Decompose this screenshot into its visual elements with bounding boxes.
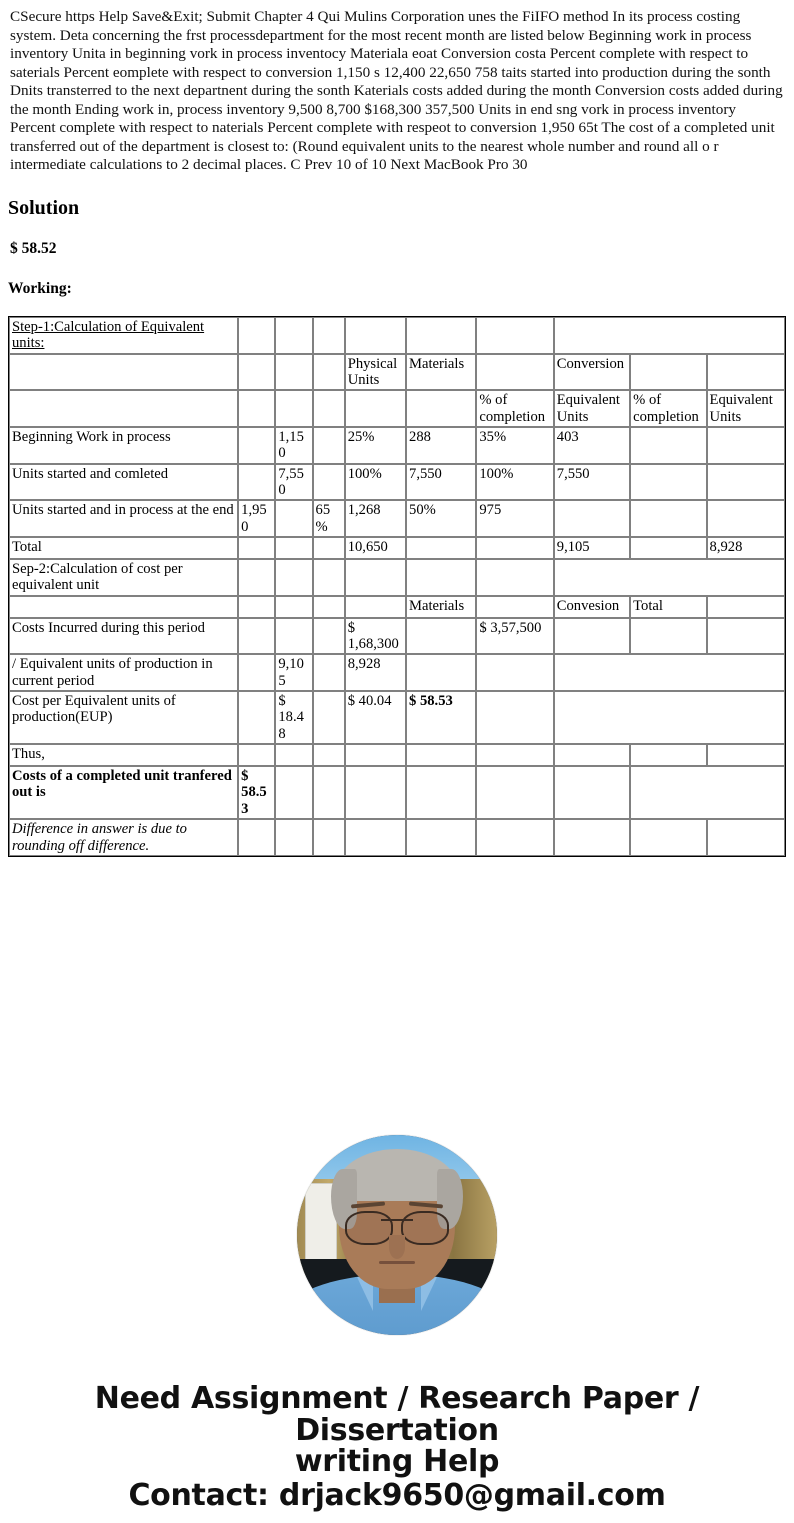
cell-blank	[630, 819, 706, 856]
cell-blank	[313, 766, 345, 819]
table-row	[9, 427, 785, 464]
table-row	[9, 819, 785, 856]
cell-started-completed-conv-pct: 100%	[476, 464, 553, 501]
cell-blank	[554, 766, 630, 819]
cell-blank	[630, 464, 706, 501]
cell-blank	[9, 390, 238, 427]
col-header-materials: Materials	[406, 354, 476, 391]
cell-blank	[313, 559, 345, 596]
cell-blank	[630, 766, 785, 819]
cell-blank	[707, 427, 785, 464]
cell-blank	[345, 390, 406, 427]
cell-blank	[476, 691, 553, 744]
cell-started-completed-conv-eu: 7,550	[554, 464, 630, 501]
cell-blank	[554, 819, 630, 856]
cell-blank	[476, 766, 553, 819]
cell-blank	[275, 390, 312, 427]
cell-blank	[9, 354, 238, 391]
cell-blank	[313, 691, 345, 744]
profile-photo-block	[0, 1135, 794, 1335]
cell-blank	[476, 354, 553, 391]
cell-blank	[345, 317, 406, 354]
working-label: Working:	[8, 279, 72, 297]
cell-blank	[476, 654, 553, 691]
col-header-conversion: Conversion	[554, 354, 630, 391]
cell-blank	[476, 317, 553, 354]
cell-beginning-wip-conv-pct: 35%	[476, 427, 553, 464]
cell-total-conv-eu: 8,928	[707, 537, 785, 559]
cell-blank	[707, 618, 785, 655]
cell-blank	[630, 618, 706, 655]
avatar-mouth	[379, 1261, 415, 1264]
cell-blank	[238, 654, 275, 691]
promo-contact-line: Contact: drjack9650@gmail.com	[128, 1478, 666, 1514]
cell-started-completed-mat-pct: 100%	[345, 464, 406, 501]
row-label-thus: Thus,	[9, 744, 238, 766]
cell-end-wip-conv-pct: 50%	[406, 500, 476, 537]
cell-blank	[476, 819, 553, 856]
row-label-rounding-note: Difference in answer is due to rounding off difference.	[9, 819, 238, 856]
cell-blank	[345, 819, 406, 856]
cell-blank	[707, 819, 785, 856]
cell-blank	[554, 744, 630, 766]
solution-heading: Solution	[8, 196, 80, 219]
table-row	[9, 691, 785, 744]
avatar-nose	[389, 1235, 405, 1259]
cell-cost-per-eup-materials: $ 18.48	[275, 691, 312, 744]
avatar	[297, 1135, 497, 1335]
cell-started-completed-mat-eu: 7,550	[406, 464, 476, 501]
row-label-total: Total	[9, 537, 238, 559]
cell-blank	[275, 500, 312, 537]
cell-blank	[238, 464, 275, 501]
cell-cost-per-eup-conversion: $ 40.04	[345, 691, 406, 744]
cell-end-wip-mat-eu: 1,268	[345, 500, 406, 537]
working-table-wrap	[8, 316, 786, 857]
cell-blank	[554, 618, 630, 655]
cell-blank	[406, 390, 476, 427]
cell-blank	[275, 354, 312, 391]
step1-title-text: Step-1:Calculation of Equivalent units:	[12, 318, 205, 352]
cell-blank	[313, 317, 345, 354]
col-header-mat-pct-completion: % of completion	[476, 390, 553, 427]
cell-blank	[406, 559, 476, 596]
cell-blank	[275, 596, 312, 618]
cell-blank	[476, 596, 553, 618]
col-header-cost-materials: Materials	[406, 596, 476, 618]
cell-blank	[238, 559, 275, 596]
table-row	[9, 464, 785, 501]
cell-blank	[476, 537, 553, 559]
cell-blank	[313, 744, 345, 766]
cell-blank	[313, 354, 345, 391]
row-label-units-started-completed: Units started and comleted	[9, 464, 238, 501]
cell-blank	[313, 654, 345, 691]
table-row	[9, 744, 785, 766]
cell-end-wip-mat-pct: 65%	[313, 500, 345, 537]
cell-blank	[313, 464, 345, 501]
row-label-step2-title: Sep-2:Calculation of cost per equivalent unit	[9, 559, 238, 596]
cell-total-mat-eu: 9,105	[554, 537, 630, 559]
cell-started-completed-units: 7,550	[275, 464, 312, 501]
cell-blank	[707, 464, 785, 501]
cell-blank	[313, 537, 345, 559]
cell-blank	[345, 596, 406, 618]
cell-beginning-wip-conv-eu: 403	[554, 427, 630, 464]
table-row	[9, 500, 785, 537]
cell-blank	[238, 744, 275, 766]
cell-blank	[238, 537, 275, 559]
table-row	[9, 766, 785, 819]
avatar-lens-left	[345, 1211, 393, 1245]
cell-blank	[238, 691, 275, 744]
cell-blank	[238, 596, 275, 618]
cell-blank	[476, 744, 553, 766]
row-label-cost-per-eup: Cost per Equivalent units of production(EUP)	[9, 691, 238, 744]
cell-blank	[238, 819, 275, 856]
avatar-glasses-bridge	[381, 1219, 413, 1222]
cell-eu-conversion: 8,928	[345, 654, 406, 691]
solution-answer: $ 58.52	[10, 239, 57, 257]
cell-blank	[554, 500, 630, 537]
cell-blank	[707, 744, 785, 766]
row-label-cost-completed-unit: Costs of a completed unit tranfered out is	[9, 766, 238, 819]
col-header-cost-total: Total	[630, 596, 706, 618]
table-row	[9, 390, 785, 427]
cell-end-wip-conv-eu: 975	[476, 500, 553, 537]
working-table	[8, 316, 786, 857]
cell-blank	[238, 317, 275, 354]
cell-blank	[345, 766, 406, 819]
cell-blank	[406, 654, 476, 691]
cell-blank	[9, 596, 238, 618]
cell-beginning-wip-mat-pct: 25%	[345, 427, 406, 464]
cell-blank	[313, 427, 345, 464]
cell-total-physical-units: 10,650	[345, 537, 406, 559]
table-row	[9, 596, 785, 618]
cell-blank	[630, 537, 706, 559]
cell-blank	[554, 559, 785, 596]
cell-blank	[275, 559, 312, 596]
row-label-costs-incurred: Costs Incurred during this period	[9, 618, 238, 655]
cell-blank	[554, 317, 785, 354]
row-label-divide-equivalent-units: / Equivalent units of production in current period	[9, 654, 238, 691]
cell-beginning-wip-mat-eu: 288	[406, 427, 476, 464]
cell-blank	[406, 744, 476, 766]
table-row	[9, 537, 785, 559]
cell-blank	[313, 390, 345, 427]
cell-blank	[275, 537, 312, 559]
cell-blank	[406, 819, 476, 856]
avatar-lens-right	[401, 1211, 449, 1245]
col-header-mat-equivalent-units: Equivalent Units	[554, 390, 630, 427]
cell-blank	[275, 317, 312, 354]
cell-blank	[275, 618, 312, 655]
table-row	[9, 354, 785, 391]
cell-blank	[554, 691, 785, 744]
cell-blank	[345, 744, 406, 766]
table-row	[9, 559, 785, 596]
cell-costs-incurred-materials: $ 1,68,300	[345, 618, 406, 655]
row-label-beginning-wip: Beginning Work in process	[9, 427, 238, 464]
cell-blank	[630, 354, 706, 391]
cell-blank	[707, 354, 785, 391]
cell-blank	[238, 427, 275, 464]
promo-line-1: Need Assignment / Research Paper / Dissertation	[94, 1380, 700, 1448]
table-row	[9, 654, 785, 691]
promo-line-2: writing Help	[294, 1444, 500, 1480]
cell-blank	[313, 596, 345, 618]
cell-step1-title	[9, 317, 238, 354]
cell-blank	[707, 500, 785, 537]
cell-blank	[275, 766, 312, 819]
table-row	[9, 618, 785, 655]
table-row	[9, 317, 785, 354]
cell-blank	[275, 744, 312, 766]
cell-beginning-wip-units: 1,150	[275, 427, 312, 464]
cell-blank	[554, 654, 785, 691]
cell-blank	[406, 317, 476, 354]
cell-blank	[707, 596, 785, 618]
question-paragraph: CSecure https Help Save&Exit; Submit Chapter 4 Qui Mulins Corporation unes the FiIFO method In its process costing system. Deta concerning the frst processdepartment for the most recent month are listed below Beginning work in process inventory Unita in beginning vork in process inventocy Materiala eoat Conversion costa Percent complete with respect to saterials Percent eomplete with respect to conversion 1,150 s 12,400 22,650 758 taits started into production during the sonth Dnits transterred to the next departnent during the sonth Katerials costs added during the month Conversion costs added during the month Ending work in, process inventory 9,500 8,700 $168,300 357,500 Units in end sng vork in process inventory Percent complete with respect to naterials Percent complete with respeot to conversion 1,950 65t The cost of a completed unit transferred out of the department is closest to: (Round equivalent units to the nearest whole number and round all o r intermediate calculations to 2 decimal places. C Prev 10 of 10 Next MacBook Pro 30	[10, 8, 783, 174]
col-header-conv-equivalent-units: Equivalent Units	[707, 390, 785, 427]
cell-blank	[630, 744, 706, 766]
cell-blank	[313, 618, 345, 655]
cell-blank	[238, 354, 275, 391]
cell-blank	[275, 819, 312, 856]
cell-costs-incurred-conversion: $ 3,57,500	[476, 618, 553, 655]
col-header-physical-units: Physical Units	[345, 354, 406, 391]
promo-block	[0, 1380, 794, 1514]
cell-blank	[406, 618, 476, 655]
cell-blank	[406, 766, 476, 819]
cell-blank	[345, 559, 406, 596]
cell-blank	[630, 500, 706, 537]
cell-cost-per-eup-total: $ 58.53	[406, 691, 476, 744]
cell-blank	[476, 559, 553, 596]
cell-cost-completed-unit-value: $ 58.53	[238, 766, 275, 819]
cell-blank	[238, 618, 275, 655]
cell-eu-materials: 9,105	[275, 654, 312, 691]
col-header-conv-pct-completion: % of completion	[630, 390, 706, 427]
cell-blank	[406, 537, 476, 559]
cell-blank	[313, 819, 345, 856]
cell-blank	[630, 427, 706, 464]
cell-end-wip-units: 1,950	[238, 500, 275, 537]
col-header-cost-conversion: Convesion	[554, 596, 630, 618]
cell-blank	[238, 390, 275, 427]
row-label-units-in-process-end: Units started and in process at the end	[9, 500, 238, 537]
